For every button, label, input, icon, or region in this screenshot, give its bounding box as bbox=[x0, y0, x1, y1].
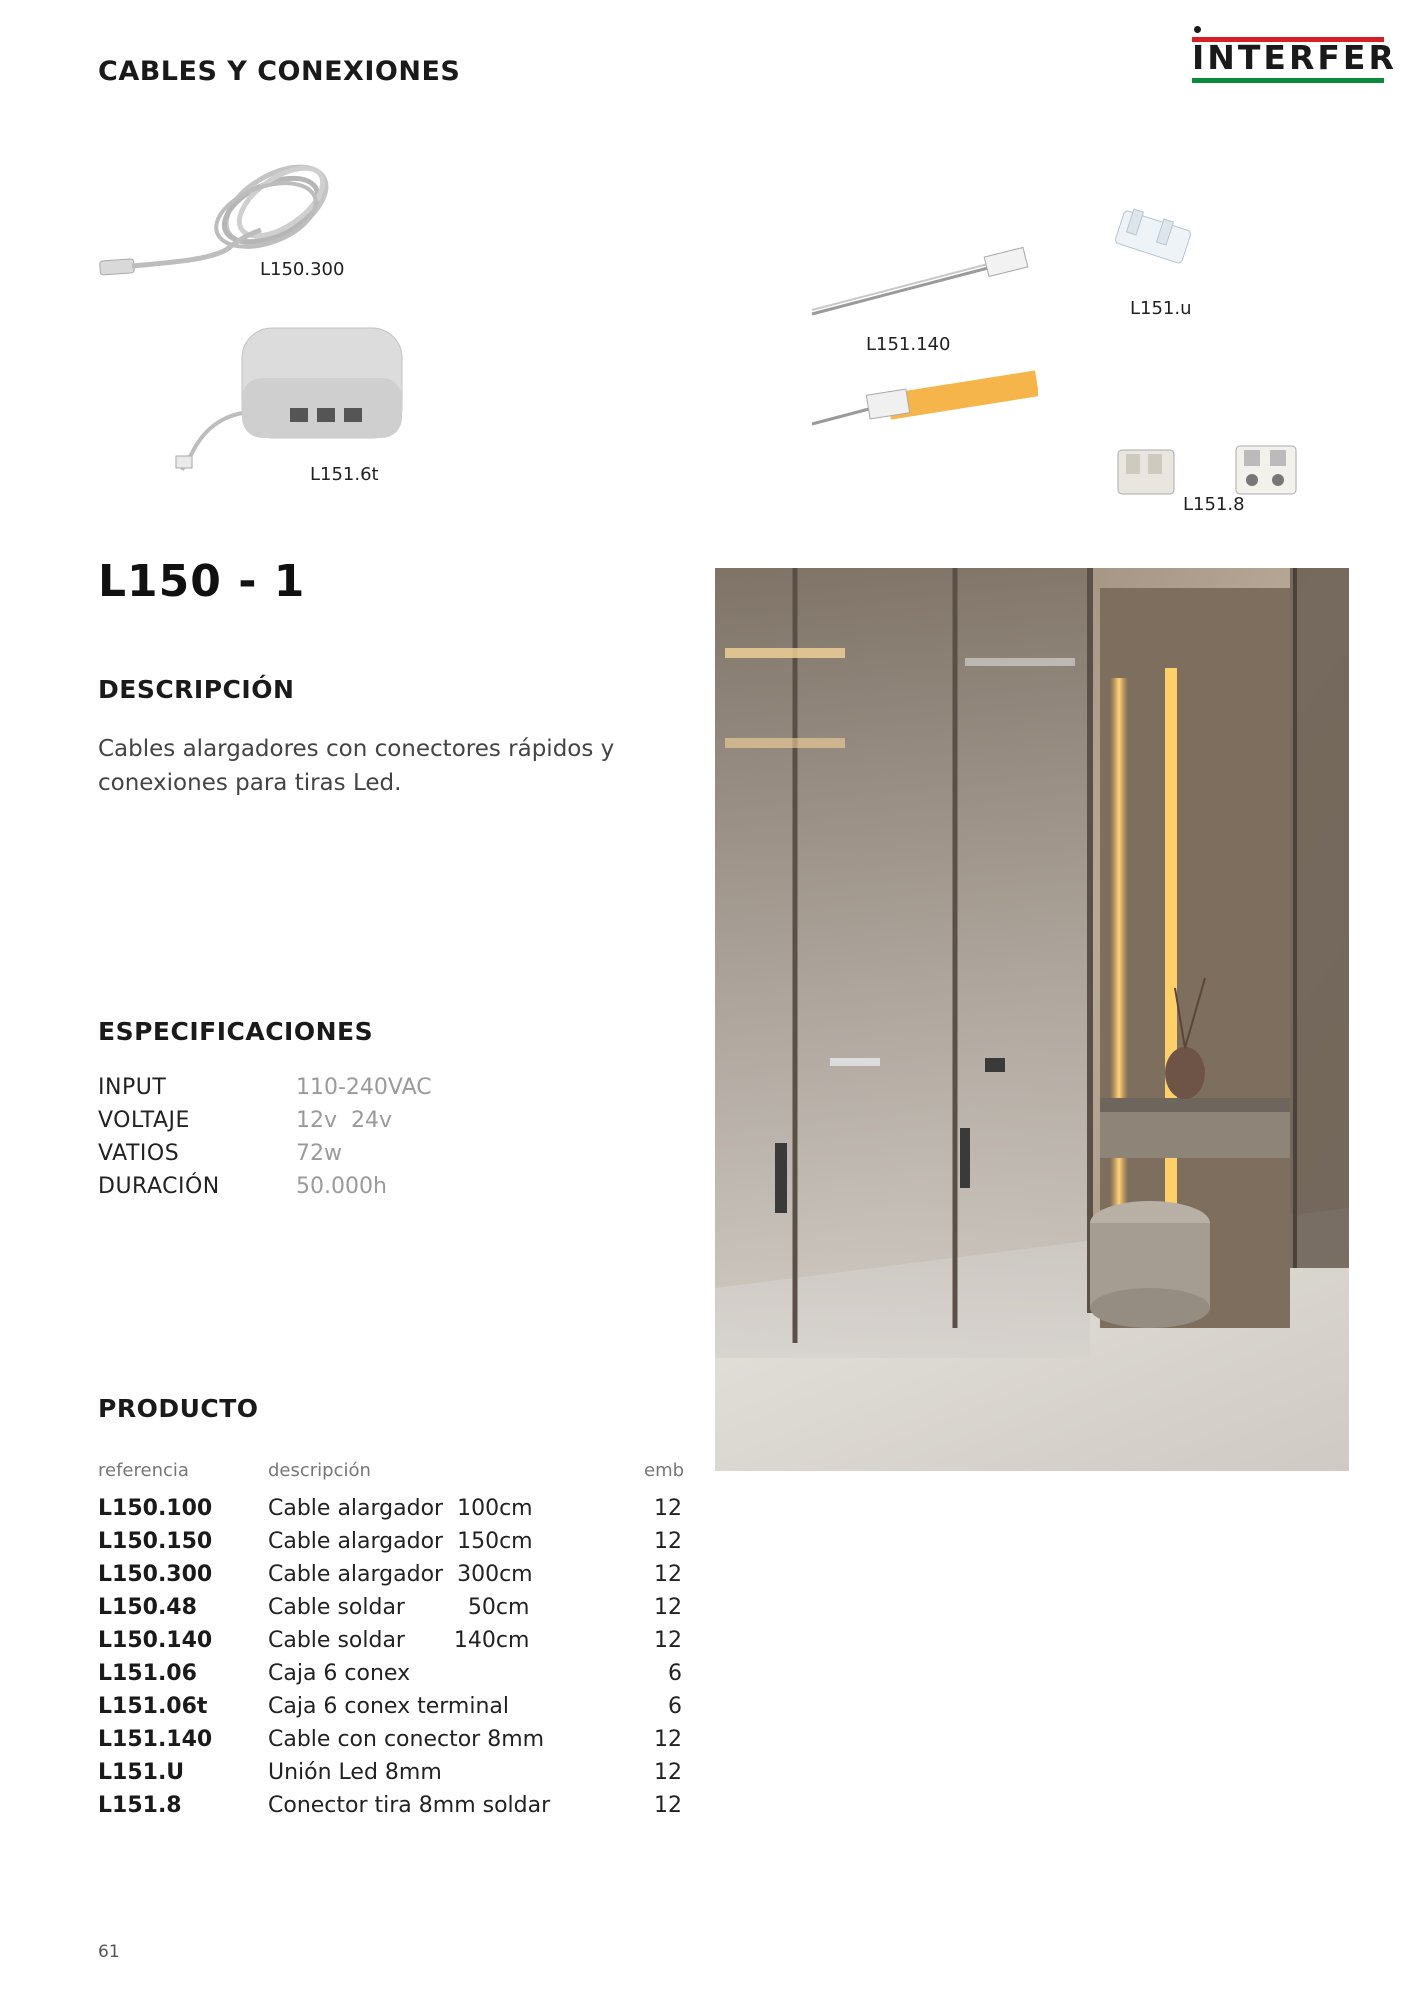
led-strip-image bbox=[808, 352, 1038, 432]
row-desc: Caja 6 conex terminal bbox=[268, 1694, 509, 1719]
row-desc: Caja 6 conex bbox=[268, 1661, 411, 1686]
specs-heading: ESPECIFICACIONES bbox=[98, 1017, 374, 1046]
row-ref: L150.140 bbox=[98, 1628, 213, 1653]
row-emb: 12 bbox=[654, 1496, 682, 1521]
spec-key: VOLTAJE bbox=[98, 1108, 190, 1133]
table-row bbox=[98, 1628, 688, 1661]
spec-value: 12v 24v bbox=[296, 1108, 393, 1133]
spec-key: VATIOS bbox=[98, 1141, 180, 1166]
row-ref: L151.06t bbox=[98, 1694, 208, 1719]
column-header-ref: referencia bbox=[98, 1460, 189, 1481]
label-l151-u: L151.u bbox=[1130, 298, 1192, 319]
row-desc: Unión Led 8mm bbox=[268, 1760, 442, 1785]
table-row bbox=[98, 1595, 688, 1628]
row-emb: 6 bbox=[668, 1661, 682, 1686]
row-emb: 12 bbox=[654, 1727, 682, 1752]
row-desc: Cable soldar 140cm bbox=[268, 1628, 530, 1653]
row-desc: Cable alargador 100cm bbox=[268, 1496, 533, 1521]
table-row bbox=[98, 1661, 688, 1694]
row-emb: 12 bbox=[654, 1793, 682, 1818]
column-header-desc: descripción bbox=[268, 1460, 371, 1481]
row-ref: L151.U bbox=[98, 1760, 185, 1785]
row-ref: L150.48 bbox=[98, 1595, 197, 1620]
brand-name: INTERFER bbox=[1192, 38, 1397, 77]
spec-value: 50.000h bbox=[296, 1174, 387, 1199]
row-desc: Conector tira 8mm soldar bbox=[268, 1793, 551, 1818]
row-emb: 12 bbox=[654, 1595, 682, 1620]
row-emb: 6 bbox=[668, 1694, 682, 1719]
row-ref: L150.150 bbox=[98, 1529, 213, 1554]
spec-value: 110-240VAC bbox=[296, 1075, 432, 1100]
table-row bbox=[98, 1694, 688, 1727]
led-clip-image bbox=[1110, 202, 1200, 272]
row-ref: L150.100 bbox=[98, 1496, 213, 1521]
row-desc: Cable con conector 8mm bbox=[268, 1727, 545, 1752]
row-desc: Cable soldar 50cm bbox=[268, 1595, 530, 1620]
label-l151-140: L151.140 bbox=[866, 334, 951, 355]
logo-dot bbox=[1194, 26, 1201, 33]
logo-green-stripe bbox=[1192, 78, 1384, 83]
table-row bbox=[98, 1760, 688, 1793]
page-number: 61 bbox=[98, 1942, 120, 1962]
description-heading: DESCRIPCIÓN bbox=[98, 675, 295, 704]
column-header-emb: emb bbox=[644, 1460, 685, 1481]
spec-key: DURACIÓN bbox=[98, 1174, 220, 1199]
label-l150-300: L150.300 bbox=[260, 259, 345, 280]
product-heading: PRODUCTO bbox=[98, 1394, 259, 1423]
section-title: CABLES Y CONEXIONES bbox=[98, 56, 461, 87]
table-row bbox=[98, 1562, 688, 1595]
label-l151-8: L151.8 bbox=[1183, 494, 1245, 515]
wardrobe-photo bbox=[715, 568, 1349, 1471]
row-desc: Cable alargador 150cm bbox=[268, 1529, 533, 1554]
row-emb: 12 bbox=[654, 1529, 682, 1554]
table-row bbox=[98, 1793, 688, 1826]
row-ref: L151.140 bbox=[98, 1727, 213, 1752]
table-row bbox=[98, 1529, 688, 1562]
label-l151-6t: L151.6t bbox=[310, 464, 379, 485]
table-row bbox=[98, 1496, 688, 1529]
row-ref: L151.06 bbox=[98, 1661, 197, 1686]
row-emb: 12 bbox=[654, 1628, 682, 1653]
row-ref: L150.300 bbox=[98, 1562, 213, 1587]
connector-cable-image bbox=[808, 240, 1038, 320]
junction-box-image bbox=[172, 318, 422, 478]
description-text: Cables alargadores con conectores rápidos y conexiones para tiras Led. bbox=[98, 736, 615, 796]
row-desc: Cable alargador 300cm bbox=[268, 1562, 533, 1587]
spec-key: INPUT bbox=[98, 1075, 167, 1100]
spec-value: 72w bbox=[296, 1141, 342, 1166]
brand-logo bbox=[1192, 26, 1397, 84]
row-emb: 12 bbox=[654, 1760, 682, 1785]
row-ref: L151.8 bbox=[98, 1793, 182, 1818]
row-emb: 12 bbox=[654, 1562, 682, 1587]
model-title: L150 - 1 bbox=[98, 556, 306, 607]
table-row bbox=[98, 1727, 688, 1760]
